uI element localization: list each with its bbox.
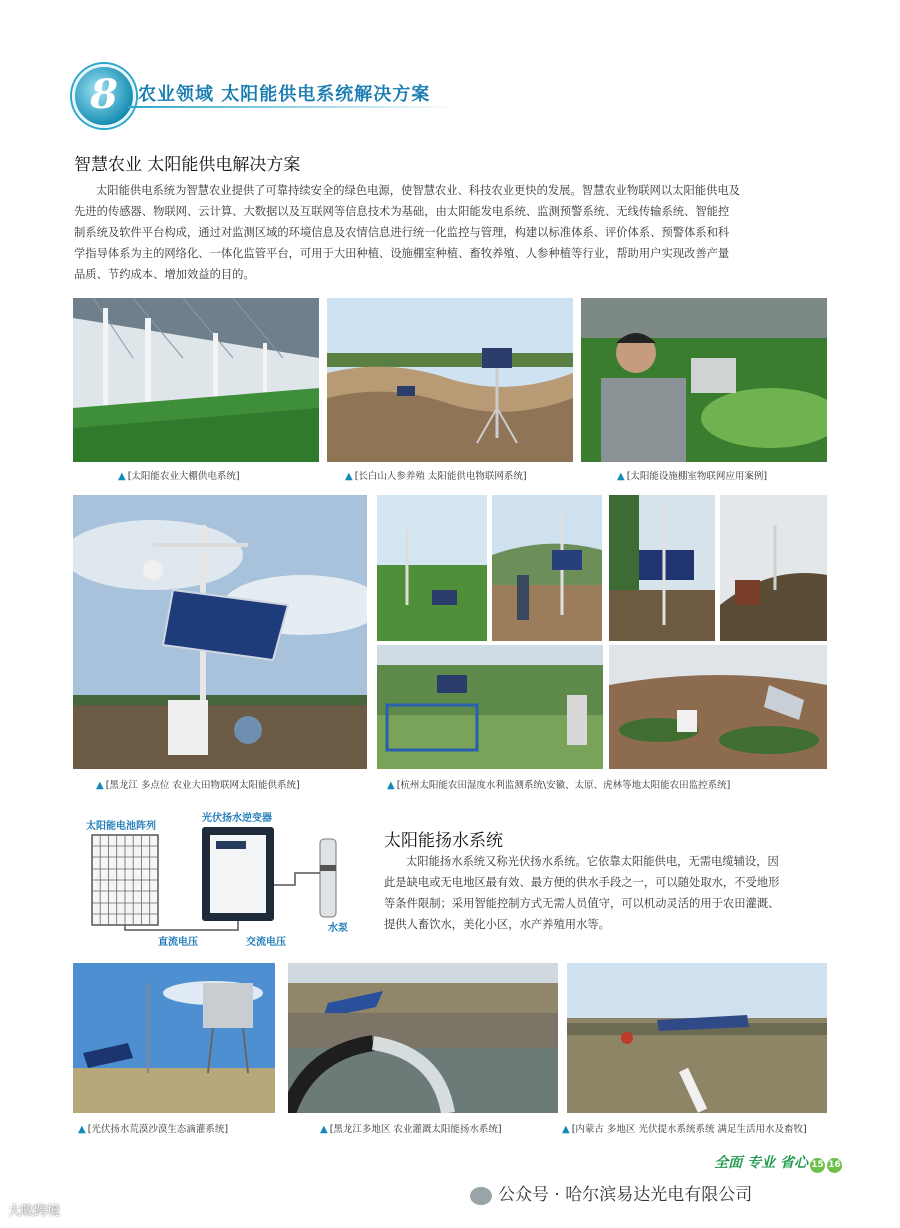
pumping-paragraph [384,851,830,935]
solar-array-label: 太阳能电池阵列 [86,821,156,832]
caption: ▲ [太阳能农业大棚供电系统] [118,471,240,482]
photo-inner-mongolia-pumping [567,963,827,1113]
inverter-label: 光伏扬水逆变器 [202,813,272,824]
wechat-icon [470,1187,492,1205]
section-title-smart-agriculture: 智慧农业 太阳能供电解决方案 [74,155,301,175]
paragraph-line: 太阳能供电系统为智慧农业提供了可靠持续安全的绿色电源，使智慧农业、科技农业更快的发展。智慧农业物联网以太阳能供电及 [96,184,740,197]
photo-station-4 [720,495,827,641]
diagram-drawing [70,805,370,953]
photo-facility-greenhouse [581,298,827,462]
caption-triangle-icon: ▲ [387,780,395,791]
photo-station-2 [492,495,602,641]
paragraph-line: 太阳能扬水系统又称光伏扬水系统。它依靠太阳能供电，无需电缆辅设，因 [406,855,779,868]
page-number-right: 16 [827,1158,842,1173]
caption: ▲ [黑龙江 多点位 农业大田物联网太阳能供系统] [96,780,300,791]
photo-desert-pumping [73,963,275,1113]
paragraph-line: 此是缺电或无电地区最有效、最方便的供水手段之一，可以随处取水，不受地形 [384,876,780,889]
photo-anhui-monitor [609,645,827,769]
caption-triangle-icon: ▲ [78,1124,86,1135]
photo-station-3 [609,495,715,641]
caption: ▲ [黑龙江多地区 农业灌溉太阳能扬水系统] [320,1124,502,1135]
ac-voltage-label: 交流电压 [246,937,286,948]
caption-triangle-icon: ▲ [118,471,126,482]
caption: ▲ [太阳能设施棚室物联网应用案例] [617,471,768,482]
caption: ▲ [长白山人参养殖 太阳能供电物联网系统] [345,471,527,482]
dc-voltage-label: 直流电压 [158,937,198,948]
title-underline [128,106,458,108]
page-number-left: 15 [810,1158,825,1173]
brand-slogan: 全面 专业 省心 15 16 [714,1155,841,1171]
caption-triangle-icon: ▲ [562,1124,570,1135]
caption-triangle-icon: ▲ [345,471,353,482]
paragraph-line: 提供人畜饮水，美化小区，水产养殖用水等。 [384,918,610,931]
pump-label: 水泵 [328,923,348,934]
photo-heilongjiang-irrigation [288,963,558,1113]
photo-ginseng-iot [327,298,573,462]
section-title-solar-pumping: 太阳能扬水系统 [384,831,503,851]
paragraph-line: 先进的传感器、物联网、云计算、大数据以及互联网等信息技术为基础，由太阳能发电系统、监测预警系统、无线传输系统、智能控 [74,205,730,218]
section-number-badge: 8 [72,64,136,128]
paragraph-line: 制系统及软件平台构成，通过对监测区域的环境信息及农情信息进行统一化监控与管理，构建以标准体系、评价体系、预警体系和科 [74,226,730,239]
paragraph-line: 品质、节约成本、增加效益的目的。 [74,268,255,281]
photo-greenhouse-solar [73,298,319,462]
intro-paragraph [74,180,830,285]
chapter-title: 农业领域 太阳能供电系统解决方案 [138,84,431,105]
photo-hangzhou-monitor [377,645,603,769]
photo-station-1 [377,495,487,641]
caption: ▲ [光伏扬水荒漠沙漠生态滴灌系统] [78,1124,229,1135]
paragraph-line: 等条件限制；采用智能控制方式无需人员值守，可以机动灵活的用于农田灌溉、 [384,897,780,910]
paragraph-line: 学指导体系为主的网络化、一体化监管平台，可用于大田种植、设施棚室种植、畜牧养殖、人参种植等行业，帮助用户实现改善产量 [74,247,730,260]
caption: ▲ [杭州太阳能农田湿度水利监测系统\安徽、太原、虎林等地太阳能农田监控系统] [387,780,731,791]
caption-triangle-icon: ▲ [96,780,104,791]
corner-watermark: 大畋跨境 [8,1204,61,1219]
pumping-system-diagram [70,805,370,953]
wechat-watermark: 公众号 · 哈尔滨易达光电有限公司 [470,1180,752,1205]
caption-triangle-icon: ▲ [320,1124,328,1135]
photo-field-weather-station [73,495,367,769]
caption: ▲ [内蒙古 多地区 光伏提水系统系统 满足生活用水及畜牧] [562,1124,807,1135]
caption-triangle-icon: ▲ [617,471,625,482]
